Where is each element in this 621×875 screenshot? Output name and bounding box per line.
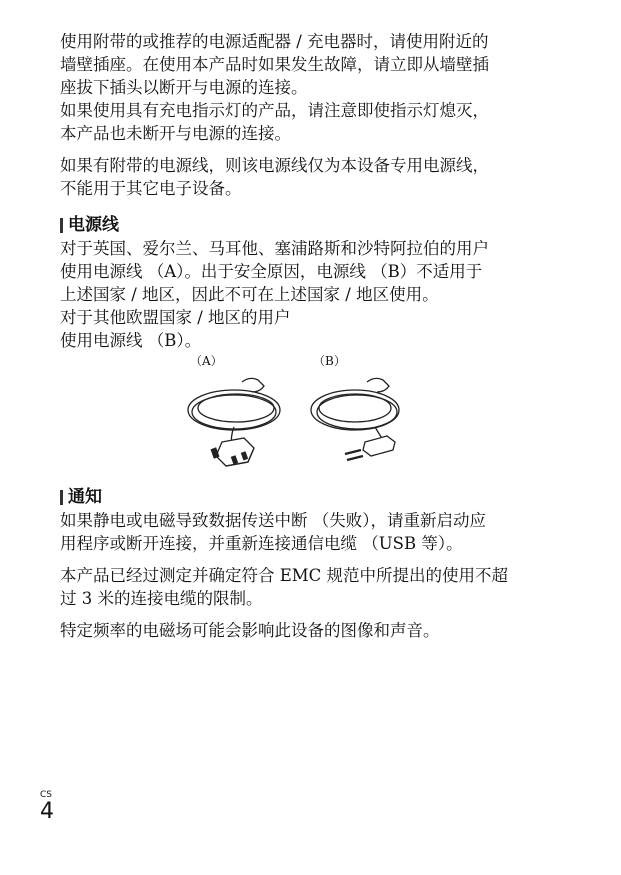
notice-heading <box>60 486 560 509</box>
page-number: 4 <box>40 799 54 824</box>
intro-paragraph-adapter: 使用附带的或推荐的电源适配器 / 充电器时，请使用附近的 墙壁插座。在使用本产品时如果发生故障，请立即从墙壁插 座拔下插头以断开与电源的连接。 <box>60 32 489 97</box>
notice-paragraph-emc: 本产品已经过测定并确定符合 EMC 规范中所提出的使用不超 过 3 米的连接电缆的限制。 <box>60 566 509 608</box>
heading-bar-icon <box>60 218 63 233</box>
page-footer <box>40 790 54 824</box>
heading-bar-icon <box>60 490 63 505</box>
eu-plug-cord-icon <box>305 372 417 470</box>
notice-heading-text: 通知 <box>68 487 102 507</box>
power-cord-paragraph-uk: 对于英国、爱尔兰、马耳他、塞浦路斯和沙特阿拉伯的用户 使用电源线 （A）。出于安全原因，电源线 （B）不适用于 上述国家 / 地区，因此不可在上述国家 / 地区使用。 <box>60 239 489 304</box>
intro-paragraph-charge-lamp: 如果使用具有充电指示灯的产品，请注意即使指示灯熄灭， 本产品也未断开与电源的连接。 <box>60 101 489 143</box>
notice-paragraph-interruption: 如果静电或电磁导致数据传送中断 （失败），请重新启动应 用程序或断开连接，并重新连接通信电缆 （USB 等）。 <box>60 511 486 553</box>
power-cord-heading-text: 电源线 <box>68 215 119 235</box>
uk-plug-cord-icon <box>182 372 290 470</box>
power-cord-figure <box>60 354 560 472</box>
power-cord-heading <box>60 214 560 237</box>
intro-paragraph-supplied-cord: 如果有附带的电源线，则该电源线仅为本设备专用电源线， 不能用于其它电子设备。 <box>60 156 489 198</box>
page-content <box>60 30 560 642</box>
language-code: CS <box>40 790 52 800</box>
cord-a-label: （A） <box>190 354 223 368</box>
cord-b-label: （B） <box>313 354 346 368</box>
power-cord-paragraph-eu: 对于其他欧盟国家 / 地区的用户 使用电源线 （B）。 <box>60 308 291 350</box>
notice-paragraph-electromagnetic: 特定频率的电磁场可能会影响此设备的图像和声音。 <box>60 621 440 640</box>
